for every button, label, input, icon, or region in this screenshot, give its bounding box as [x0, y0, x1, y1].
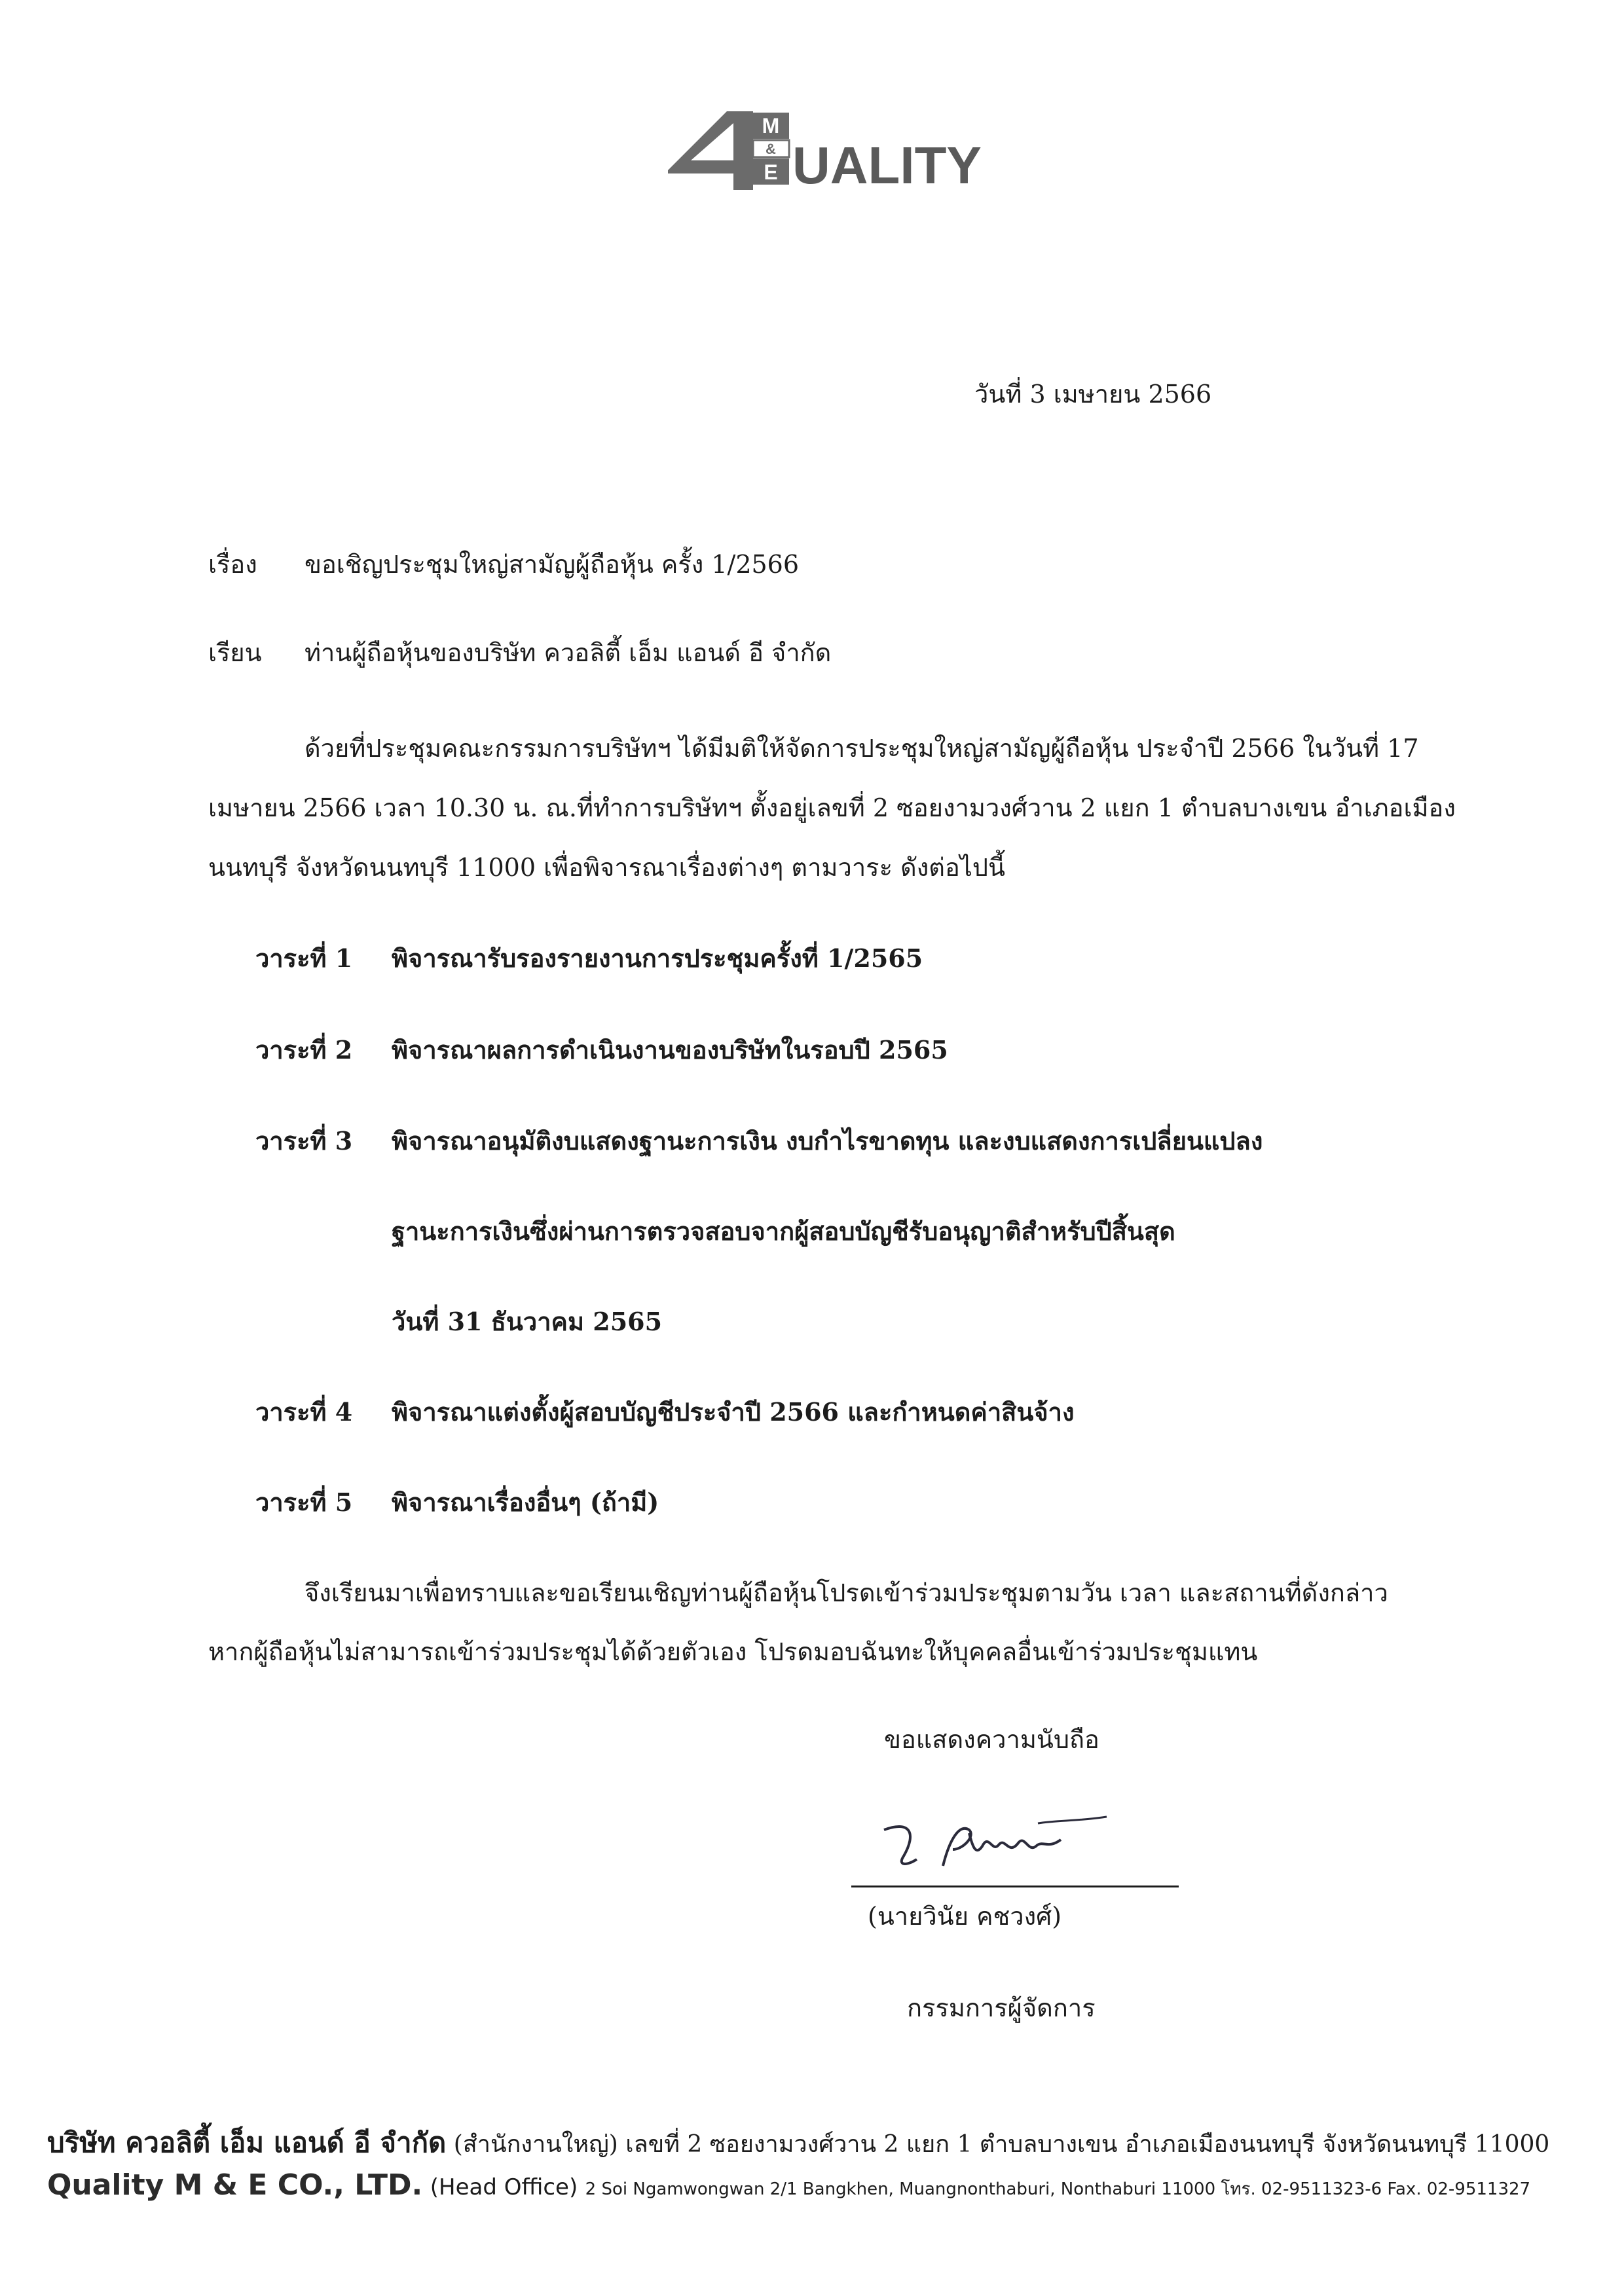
agenda-3-text-line-1: พิจารณาอนุมัติงบแสดงฐานะการเงิน งบกำไรขาดทุน และงบแสดงการเปลี่ยนแปลง: [392, 1126, 1263, 1156]
agenda-3-number: วาระที่ 3: [255, 1126, 353, 1156]
logo-mark-top: M: [762, 114, 780, 137]
intro-line-2: เมษายน 2566 เวลา 10.30 น. ณ.ที่ทำการบริษัทฯ ตั้งอยู่เลขที่ 2 ซอยงามวงศ์วาน 2 แยก 1 ตำบลบางเขน อำเภอเมือง: [208, 793, 1456, 822]
subject-text: ขอเชิญประชุมใหญ่สามัญผู้ถือหุ้น ครั้ง 1/2566: [304, 550, 800, 579]
signer-name: (นายวินัย คชวงศ์): [868, 1902, 1062, 1931]
agenda-2-number: วาระที่ 2: [255, 1035, 353, 1065]
footer-thai: [47, 2121, 1549, 2164]
agenda-2-text: พิจารณาผลการดำเนินงานของบริษัทในรอบปี 2565: [392, 1035, 948, 1065]
agenda-4-number: วาระที่ 4: [255, 1397, 353, 1427]
footer-company-english: Quality M & E CO., LTD.: [47, 2168, 423, 2202]
letter-date: วันที่ 3 เมษายน 2566: [974, 380, 1212, 409]
logo-mark-bottom: E: [764, 160, 778, 184]
logo-mark-mid: &: [766, 141, 776, 157]
signature-icon: [871, 1794, 1133, 1886]
agenda-1-number: วาระที่ 1: [255, 943, 353, 973]
intro-line-3: นนทบุรี จังหวัดนนทบุรี 11000 เพื่อพิจารณาเรื่องต่างๆ ตามวาระ ดังต่อไปนี้: [208, 853, 1006, 882]
agenda-3-text-line-2: ฐานะการเงินซึ่งผ่านการตรวจสอบจากผู้สอบบัญชีรับอนุญาติสำหรับปีสิ้นสุด: [392, 1216, 1175, 1246]
to-label: เรียน: [208, 638, 262, 667]
company-logo: [655, 98, 982, 196]
agenda-3-text-line-3: วันที่ 31 ธันวาคม 2565: [392, 1307, 663, 1336]
agenda-5-number: วาระที่ 5: [255, 1487, 353, 1517]
footer-company-thai: บริษัท ควอลิตี้ เอ็ม แอนด์ อี จำกัด: [47, 2126, 447, 2159]
footer-address-thai: (สำนักงานใหญ่) เลขที่ 2 ซอยงามวงศ์วาน 2 แยก 1 ตำบลบางเขน อำเภอเมืองนนทบุรี จังหวัดนนทบุรี 11000: [453, 2131, 1550, 2158]
intro-line-1: ด้วยที่ประชุมคณะกรรมการบริษัทฯ ได้มีมติให้จัดการประชุมใหญ่สามัญผู้ถือหุ้น ประจำปี 2566 ในวันที่ 17: [304, 734, 1419, 763]
signature-line: [851, 1886, 1179, 1887]
logo-wordmark: UALITY: [792, 136, 982, 194]
agenda-4-text: พิจารณาแต่งตั้งผู้สอบบัญชีประจำปี 2566 และกำหนดค่าสินจ้าง: [392, 1397, 1075, 1427]
to-text: ท่านผู้ถือหุ้นของบริษัท ควอลิตี้ เอ็ม แอนด์ อี จำกัด: [304, 638, 832, 667]
agenda-5-text: พิจารณาเรื่องอื่นๆ (ถ้ามี): [392, 1487, 659, 1517]
quality-logo-icon: [655, 98, 982, 196]
closing-line-1: จึงเรียนมาเพื่อทราบและขอเรียนเชิญท่านผู้ถือหุ้นโปรดเข้าร่วมประชุมตามวัน เวลา และสถานที่ดังกล่าว: [304, 1578, 1388, 1607]
closing-line-2: หากผู้ถือหุ้นไม่สามารถเข้าร่วมประชุมได้ด้วยตัวเอง โปรดมอบฉันทะให้บุคคลอื่นเข้าร่วมประชุมแทน: [208, 1637, 1258, 1666]
regards: ขอแสดงความนับถือ: [884, 1725, 1099, 1754]
signer-title: กรรมการผู้จัดการ: [907, 1994, 1096, 2022]
subject-label: เรื่อง: [208, 550, 257, 579]
footer-address-english: 2 Soi Ngamwongwan 2/1 Bangkhen, Muangnonthaburi, Nonthaburi 11000 โทร. 02-9511323-6 Fax. 02-9511327: [585, 2179, 1531, 2199]
agenda-1-text: พิจารณารับรองรายงานการประชุมครั้งที่ 1/2565: [392, 943, 923, 973]
footer-english: [47, 2168, 1530, 2202]
footer-head-office: (Head Office): [430, 2174, 578, 2200]
